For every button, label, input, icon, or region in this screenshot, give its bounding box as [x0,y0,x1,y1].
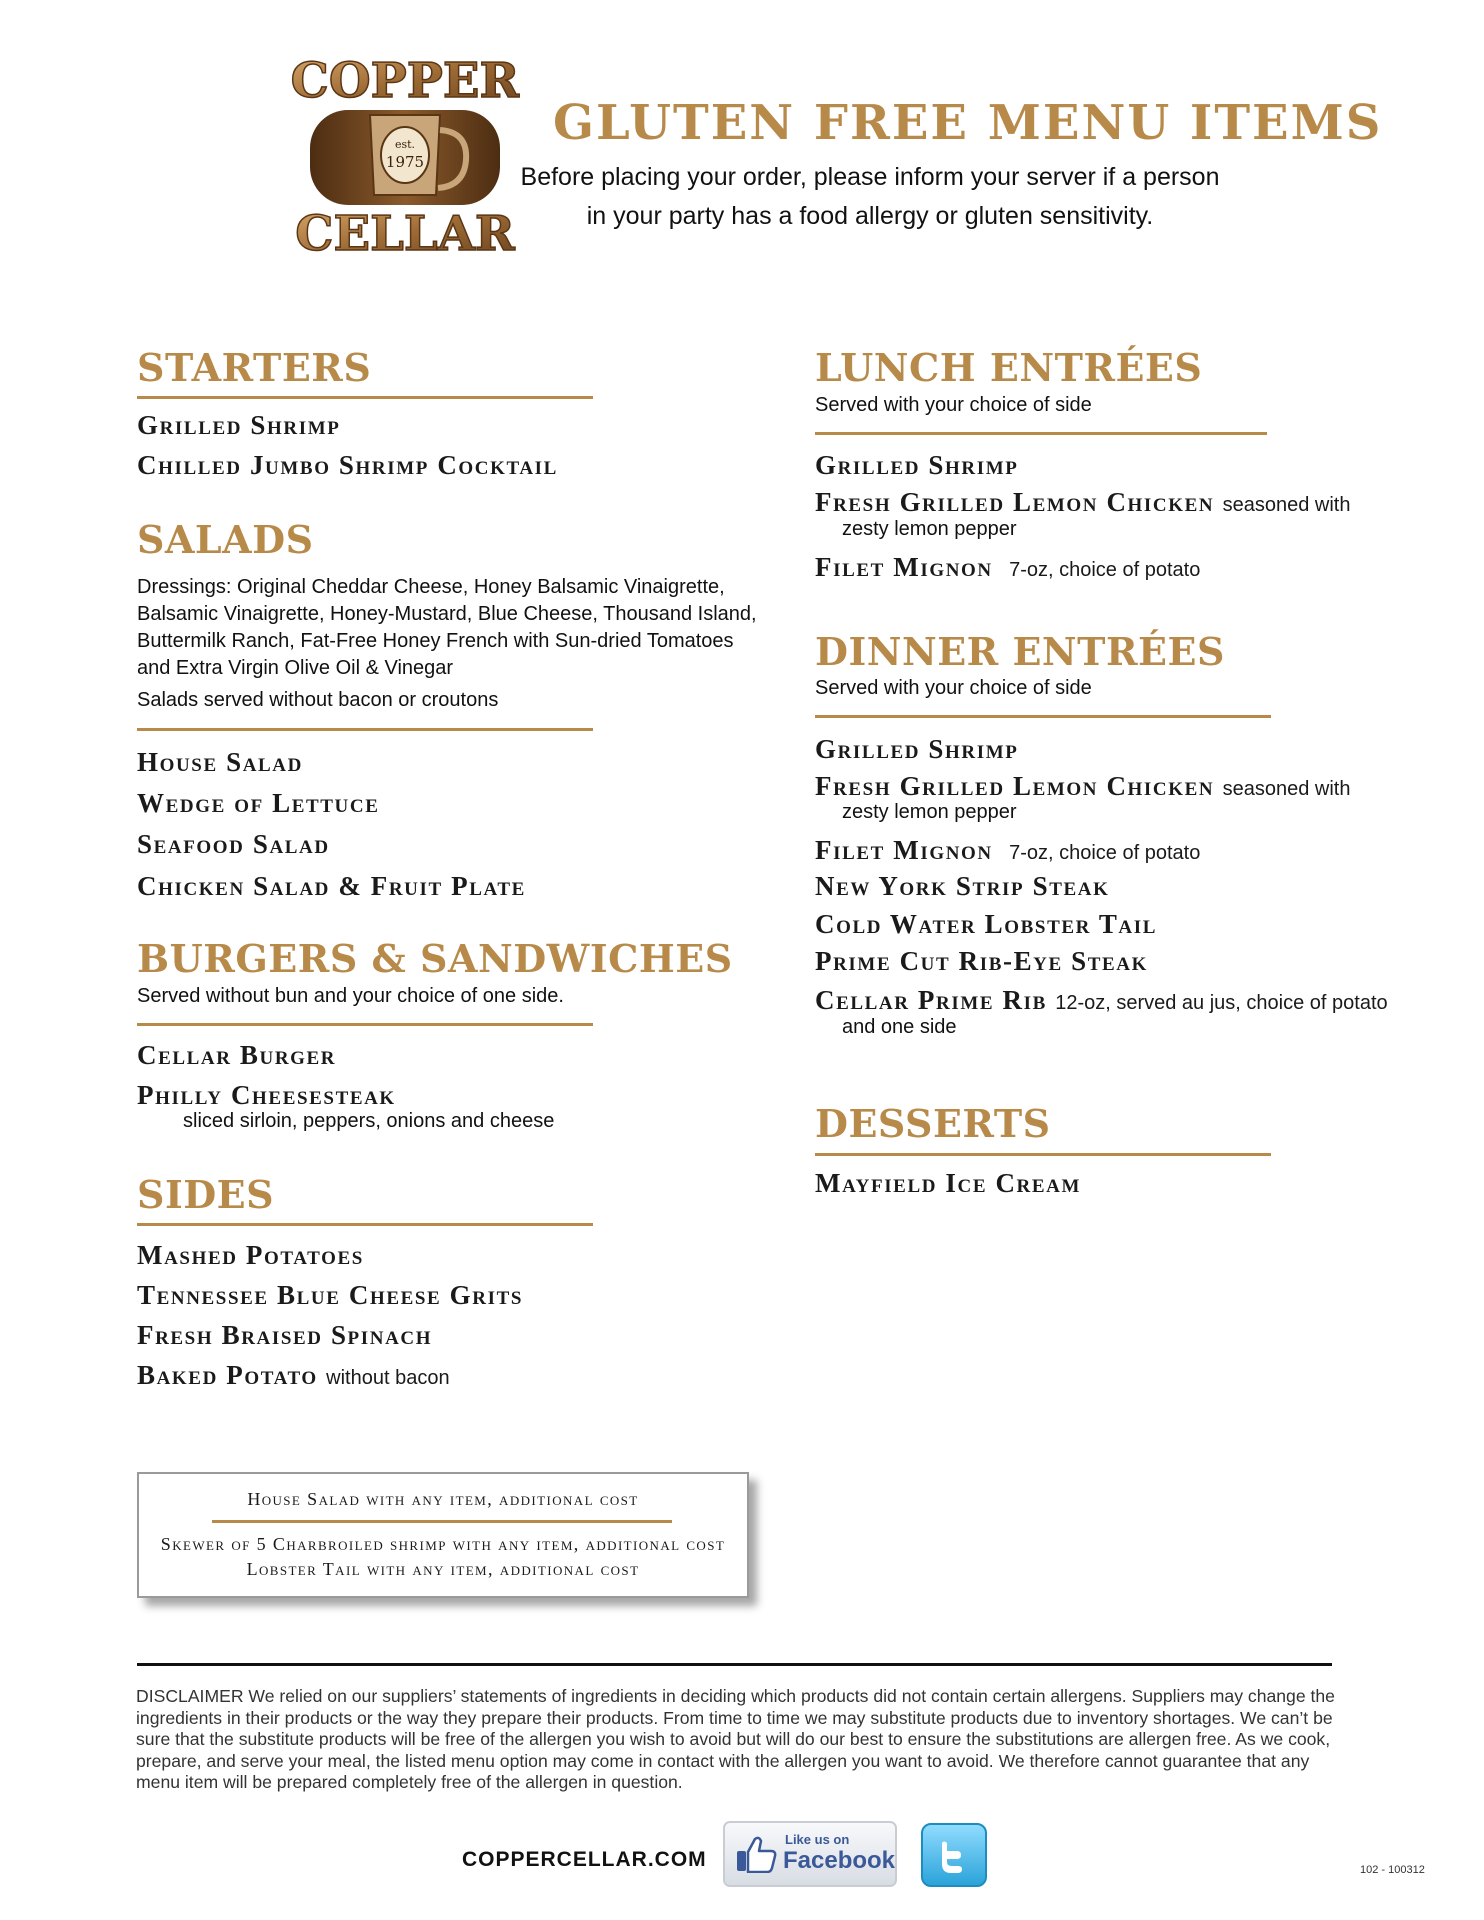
addon-lobster-tail: Lobster Tail with any item, additional cost [246,1559,640,1579]
menu-item-description: 7-oz, choice of potato [1009,559,1201,581]
menu-item: Wedge of Lettuce [137,788,380,818]
logo-cellar-text: CELLAR [295,206,515,260]
copper-cellar-logo [290,55,520,260]
dinner-divider [815,715,1271,718]
menu-item-description-cont: and one side [842,1016,957,1038]
menu-item-name: Filet Mignon [815,552,993,582]
dinner-subtitle: Served with your choice of side [815,677,1092,699]
menu-item: Philly Cheesesteak [137,1080,396,1110]
addons-divider [212,1520,672,1523]
menu-item [815,985,1388,1018]
page-title: GLUTEN FREE MENU ITEMS [553,95,1383,151]
menu-item: Grilled Shrimp [815,450,1019,480]
burgers-divider [137,1023,593,1026]
thumbs-up-icon [735,1835,777,1873]
menu-item [815,487,1350,520]
lunch-subtitle: Served with your choice of side [815,394,1092,416]
allergy-notice-line-2: in your party has a food allergy or gluten sensitivity. [586,202,1154,230]
sides-divider [137,1223,593,1226]
salads-title: SALADS [137,517,314,562]
menu-item-name: Fresh Grilled Lemon Chicken [815,487,1215,517]
menu-item-name: Cellar Prime Rib [815,985,1047,1015]
logo-year-text: 1975 [385,153,425,171]
facebook-like-button[interactable] [723,1821,897,1887]
menu-item-description: seasoned with [1222,778,1351,800]
menu-item: Seafood Salad [137,829,330,859]
menu-item-description-cont: zesty lemon pepper [842,518,1017,540]
menu-item [815,552,1200,585]
logo-est-text: est. [394,138,416,151]
twitter-icon[interactable] [921,1823,987,1887]
menu-item-name: Filet Mignon [815,835,993,865]
dressings-list: Dressings: Original Cheddar Cheese, Honey Balsamic Vinaigrette, Balsamic Vinaigrette, Honey-Mustard, Blue Cheese, Thousand Island, Buttermilk Ranch, Fat-Free Honey French with Sun-dried Tomatoes and Extra Virgin Olive Oil & Vinegar [137,576,757,679]
menu-item-description: sliced sirloin, peppers, onions and cheese [183,1110,555,1132]
facebook-name-text: Facebook [783,1847,896,1874]
menu-item-description-cont: zesty lemon pepper [842,801,1017,823]
menu-item: Mayfield Ice Cream [815,1168,1081,1198]
document-code: 102 - 100312 [1360,1864,1425,1876]
twitter-bird-glyph [936,1839,972,1873]
menu-item-name: Fresh Grilled Lemon Chicken [815,771,1215,801]
logo-copper-text: COPPER [290,55,520,109]
desserts-divider [815,1153,1271,1156]
starters-divider [137,396,593,399]
lunch-entrees-title: LUNCH ENTRÉES [815,345,1203,390]
desserts-title: DESSERTS [815,1101,1051,1146]
menu-item: Fresh Braised Spinach [137,1320,433,1350]
facebook-like-text: Like us on [785,1832,850,1847]
addon-shrimp-skewer: Skewer of 5 Charbroiled shrimp with any item, additional cost [160,1534,726,1554]
lunch-divider [815,432,1267,435]
menu-item: New York Strip Steak [815,871,1110,901]
disclaimer-divider [137,1663,1332,1666]
dinner-entrees-title: DINNER ENTRÉES [815,629,1225,674]
starters-title: STARTERS [137,345,372,390]
sides-title: SIDES [137,1172,275,1217]
menu-item: Cold Water Lobster Tail [815,909,1158,939]
menu-item: Tennessee Blue Cheese Grits [137,1280,524,1310]
disclaimer-text: DISCLAIMER We relied on our suppliers’ statements of ingredients in deciding which products did not contain certain allergens. Suppliers may change the ingredients in their products or the way they prepare their products. From time to time we may substitute products due to inventory shortages. We can’t be sure that the substitute products will be free of the allergen you wish to avoid but will do our best to ensure the substitutions are allergen free. As we cook, prepare, and serve your meal, the listed menu option may come in contact with the allergen you want to avoid. We therefore cannot guarantee that any menu item will be prepared completely free of the allergen in question. [136,1686,1335,1793]
website-link[interactable]: COPPERCELLAR.COM [462,1848,707,1871]
addons-box [137,1472,749,1598]
menu-item: Prime Cut Rib-Eye Steak [815,946,1148,976]
menu-item: Grilled Shrimp [137,410,341,440]
menu-item: Mashed Potatoes [137,1240,364,1270]
burgers-subtitle: Served without bun and your choice of one side. [137,985,564,1007]
menu-item-name: Baked Potato [137,1360,318,1390]
menu-item-description: without bacon [326,1367,450,1389]
salads-note: Salads served without bacon or croutons [137,689,499,711]
logo-graphic [290,55,520,260]
allergy-notice [520,158,1220,236]
menu-item-description: 7-oz, choice of potato [1009,842,1201,864]
menu-item: House Salad [137,747,303,777]
burgers-title: BURGERS & SANDWICHES [137,936,733,981]
menu-item: Cellar Burger [137,1040,337,1070]
menu-item-description: seasoned with [1222,494,1351,516]
menu-item [137,1360,450,1393]
salads-divider [137,728,593,731]
addon-house-salad: House Salad with any item, additional cost [247,1489,639,1509]
menu-item: Grilled Shrimp [815,734,1019,764]
menu-item [815,771,1350,804]
menu-item: Chicken Salad & Fruit Plate [137,871,526,901]
allergy-notice-line-1: Before placing your order, please inform your server if a person [520,163,1220,191]
menu-item [815,835,1200,868]
menu-item: Chilled Jumbo Shrimp Cocktail [137,450,558,480]
menu-item-description: 12-oz, served au jus, choice of potato [1055,992,1388,1014]
